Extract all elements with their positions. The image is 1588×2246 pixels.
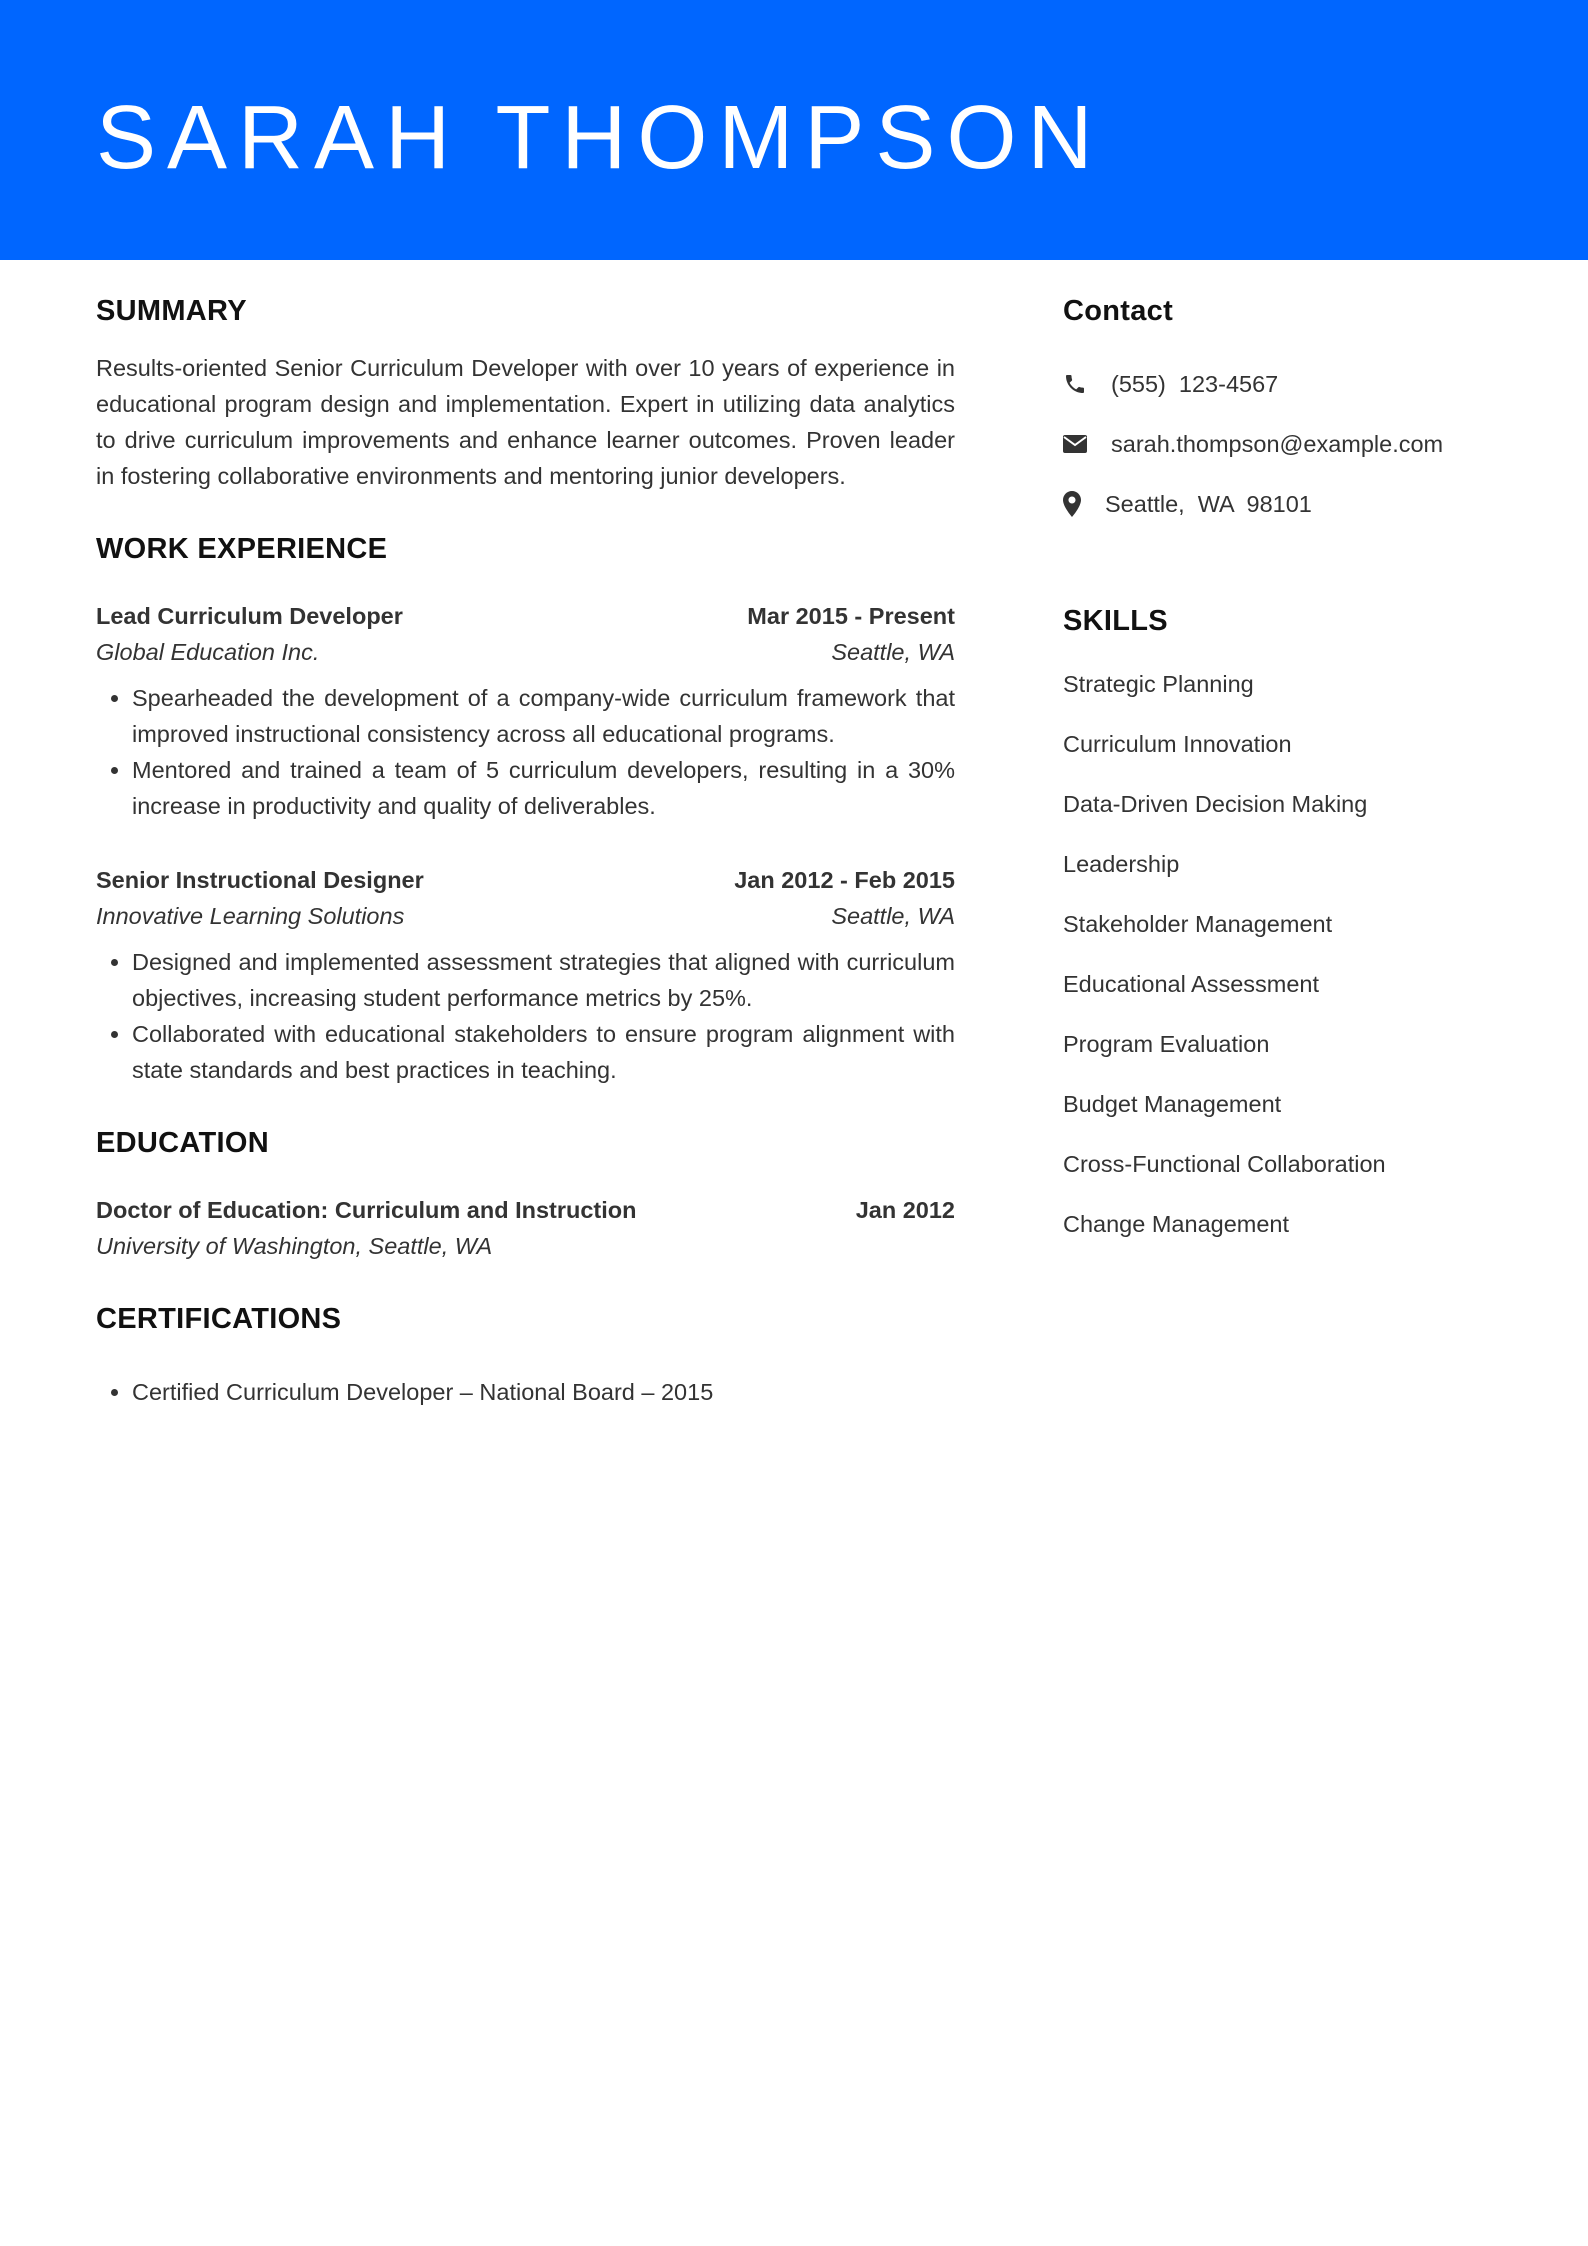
job-entry [96, 598, 955, 824]
job-bullets [96, 680, 955, 824]
job-bullets [96, 944, 955, 1088]
map-pin-icon [1063, 491, 1105, 517]
job-title: Lead Curriculum Developer [96, 603, 403, 629]
phone-icon [1063, 372, 1111, 396]
education-heading: EDUCATION [96, 1127, 269, 1159]
skills-heading: SKILLS [1063, 605, 1168, 637]
education-section [96, 1122, 955, 1264]
summary-text: Results-oriented Senior Curriculum Developer with over 10 years of experience in educational program design and implementation. Expert in utilizing data analytics to drive curriculum improvements and enhance learner outcomes. Proven leader in fostering collaborative environments and mentoring junior developers. [96, 355, 955, 489]
sidebar [1063, 290, 1523, 1254]
skill-item: Stakeholder Management [1063, 911, 1333, 937]
job-dates: Jan 2012 - Feb 2015 [734, 867, 955, 893]
skill-item: Leadership [1063, 851, 1180, 877]
job-company: Global Education Inc. [96, 639, 320, 665]
job-company: Innovative Learning Solutions [96, 903, 405, 929]
job-location: Seattle, WA [831, 639, 955, 665]
certification-item: • Certified Curriculum Developer – National Board – 2015 [132, 1374, 955, 1410]
degree-date: Jan 2012 [855, 1197, 955, 1223]
skill-item: Cross-Functional Collaboration [1063, 1151, 1386, 1177]
location-text: Seattle, WA 98101 [1105, 490, 1312, 517]
skill-item: Program Evaluation [1063, 1031, 1270, 1057]
certifications-section [96, 1298, 955, 1410]
education-entry [96, 1192, 955, 1264]
job-dates: Mar 2015 - Present [747, 603, 955, 629]
work-experience-heading: WORK EXPERIENCE [96, 533, 388, 565]
skills-list [1063, 654, 1523, 1254]
skill-item: Curriculum Innovation [1063, 731, 1292, 757]
header-banner [0, 0, 1588, 260]
job-title: Senior Instructional Designer [96, 867, 424, 893]
skill-item: Change Management [1063, 1211, 1290, 1237]
skill-item: Budget Management [1063, 1091, 1282, 1117]
summary-section [96, 290, 955, 494]
email-address[interactable]: sarah.thompson@example.com [1111, 430, 1444, 457]
summary-heading: SUMMARY [96, 295, 247, 327]
contact-phone [1063, 354, 1523, 414]
contact-email [1063, 414, 1523, 474]
contact-location [1063, 474, 1523, 534]
job-bullet: • Spearheaded the development of a company-wide curriculum framework that improved instructional consistency across all educational programs. [132, 680, 955, 752]
job-location: Seattle, WA [831, 903, 955, 929]
contact-heading: Contact [1063, 295, 1174, 327]
job-bullet: • Mentored and trained a team of 5 curriculum developers, resulting in a 30% increase in productivity and quality of deliverables. [132, 752, 955, 824]
degree-title: Doctor of Education: Curriculum and Instruction [96, 1197, 637, 1223]
candidate-name: SARAH THOMPSON [96, 88, 1104, 188]
envelope-icon [1063, 434, 1111, 454]
school-name: University of Washington, Seattle, WA [96, 1233, 493, 1259]
certifications-list [96, 1374, 955, 1410]
work-experience-section [96, 528, 955, 1088]
skill-item: Data-Driven Decision Making [1063, 791, 1368, 817]
skill-item: Strategic Planning [1063, 671, 1254, 697]
job-bullet: • Collaborated with educational stakeholders to ensure program alignment with state standards and best practices in teaching. [132, 1016, 955, 1088]
job-bullet: • Designed and implemented assessment strategies that aligned with curriculum objectives, increasing student performance metrics by 25%. [132, 944, 955, 1016]
phone-number: (555) 123-4567 [1111, 370, 1279, 397]
job-entry [96, 862, 955, 1088]
main-column [96, 290, 955, 1410]
contact-list [1063, 354, 1523, 534]
certifications-heading: CERTIFICATIONS [96, 1303, 342, 1335]
skill-item: Educational Assessment [1063, 971, 1320, 997]
